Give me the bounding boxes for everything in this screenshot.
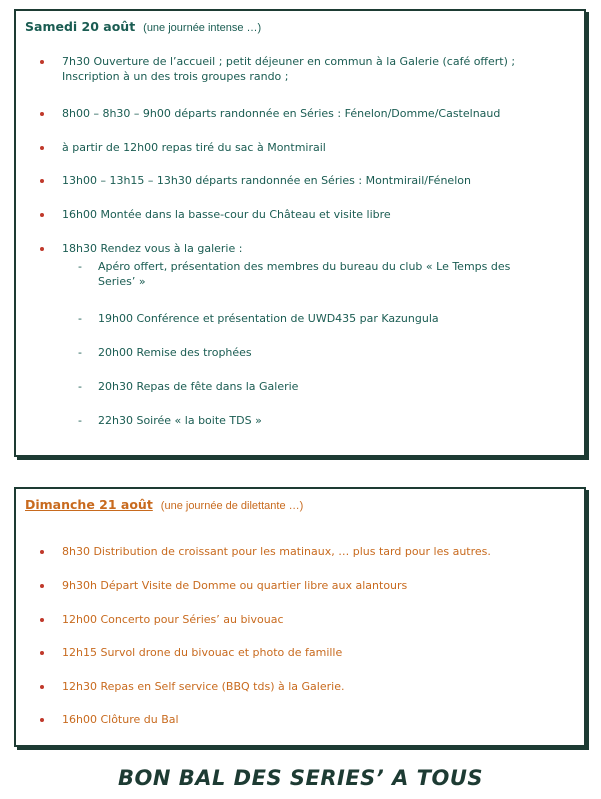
dash-icon: -	[78, 346, 82, 359]
dash-icon: -	[78, 260, 82, 273]
sunday-heading	[25, 497, 303, 512]
list-item-text: Inscription à un des trois groupes rando ;	[62, 70, 289, 83]
sunday-subtitle: (une journée de dilettante …)	[160, 500, 304, 512]
bullet-icon	[40, 550, 44, 554]
sunday-title: Dimanche 21 août	[25, 497, 153, 512]
list-item-text: à partir de 12h00 repas tiré du sac à Montmirail	[62, 141, 326, 154]
saturday-program-box	[14, 9, 586, 457]
sub-list-item-text: 20h30 Repas de fête dans la Galerie	[98, 380, 299, 393]
list-item-text: 9h30h Départ Visite de Domme ou quartier libre aux alantours	[62, 579, 408, 592]
sub-list-item-text: 22h30 Soirée « la boite TDS »	[98, 414, 262, 427]
list-item-text: 16h00 Clôture du Bal	[62, 713, 179, 726]
bullet-icon	[40, 179, 44, 183]
sub-list-item-text: Apéro offert, présentation des membres du bureau du club « Le Temps des	[98, 260, 511, 273]
bullet-icon	[40, 618, 44, 622]
closing-banner: BON BAL DES SERIES’ A TOUS	[117, 766, 484, 790]
saturday-title: Samedi 20 août	[25, 19, 136, 34]
bullet-icon	[40, 247, 44, 251]
dash-icon: -	[78, 380, 82, 393]
list-item-text: 12h15 Survol drone du bivouac et photo de famille	[62, 646, 343, 659]
list-item-text: 12h00 Concerto pour Séries’ au bivouac	[62, 613, 284, 626]
list-item-text: 18h30 Rendez vous à la galerie :	[62, 242, 243, 255]
list-item-text: 8h00 – 8h30 – 9h00 départs randonnée en Séries : Fénelon/Domme/Castelnaud	[62, 107, 501, 120]
bullet-icon	[40, 60, 44, 64]
list-item-text: 16h00 Montée dans la basse-cour du Château et visite libre	[62, 208, 391, 221]
list-item-text: 12h30 Repas en Self service (BBQ tds) à la Galerie.	[62, 680, 345, 693]
bullet-icon	[40, 651, 44, 655]
sub-list-item-text: 19h00 Conférence et présentation de UWD435 par Kazungula	[98, 312, 439, 325]
sub-list-item-text: Series’ »	[98, 275, 146, 288]
sub-list-item-text: 20h00 Remise des trophées	[98, 346, 252, 359]
bullet-icon	[40, 112, 44, 116]
saturday-subtitle: (une journée intense …)	[143, 22, 262, 34]
dash-icon: -	[78, 414, 82, 427]
list-item-text: 13h00 – 13h15 – 13h30 départs randonnée en Séries : Montmirail/Fénelon	[62, 174, 471, 187]
sunday-program-box	[14, 487, 586, 747]
saturday-heading	[25, 19, 261, 34]
list-item-text: 8h30 Distribution de croissant pour les matinaux, … plus tard pour les autres.	[62, 545, 491, 558]
bullet-icon	[40, 718, 44, 722]
bullet-icon	[40, 213, 44, 217]
bullet-icon	[40, 584, 44, 588]
bullet-icon	[40, 146, 44, 150]
list-item-text: 7h30 Ouverture de l’accueil ; petit déjeuner en commun à la Galerie (café offert) ;	[62, 55, 516, 68]
bullet-icon	[40, 685, 44, 689]
dash-icon: -	[78, 312, 82, 325]
